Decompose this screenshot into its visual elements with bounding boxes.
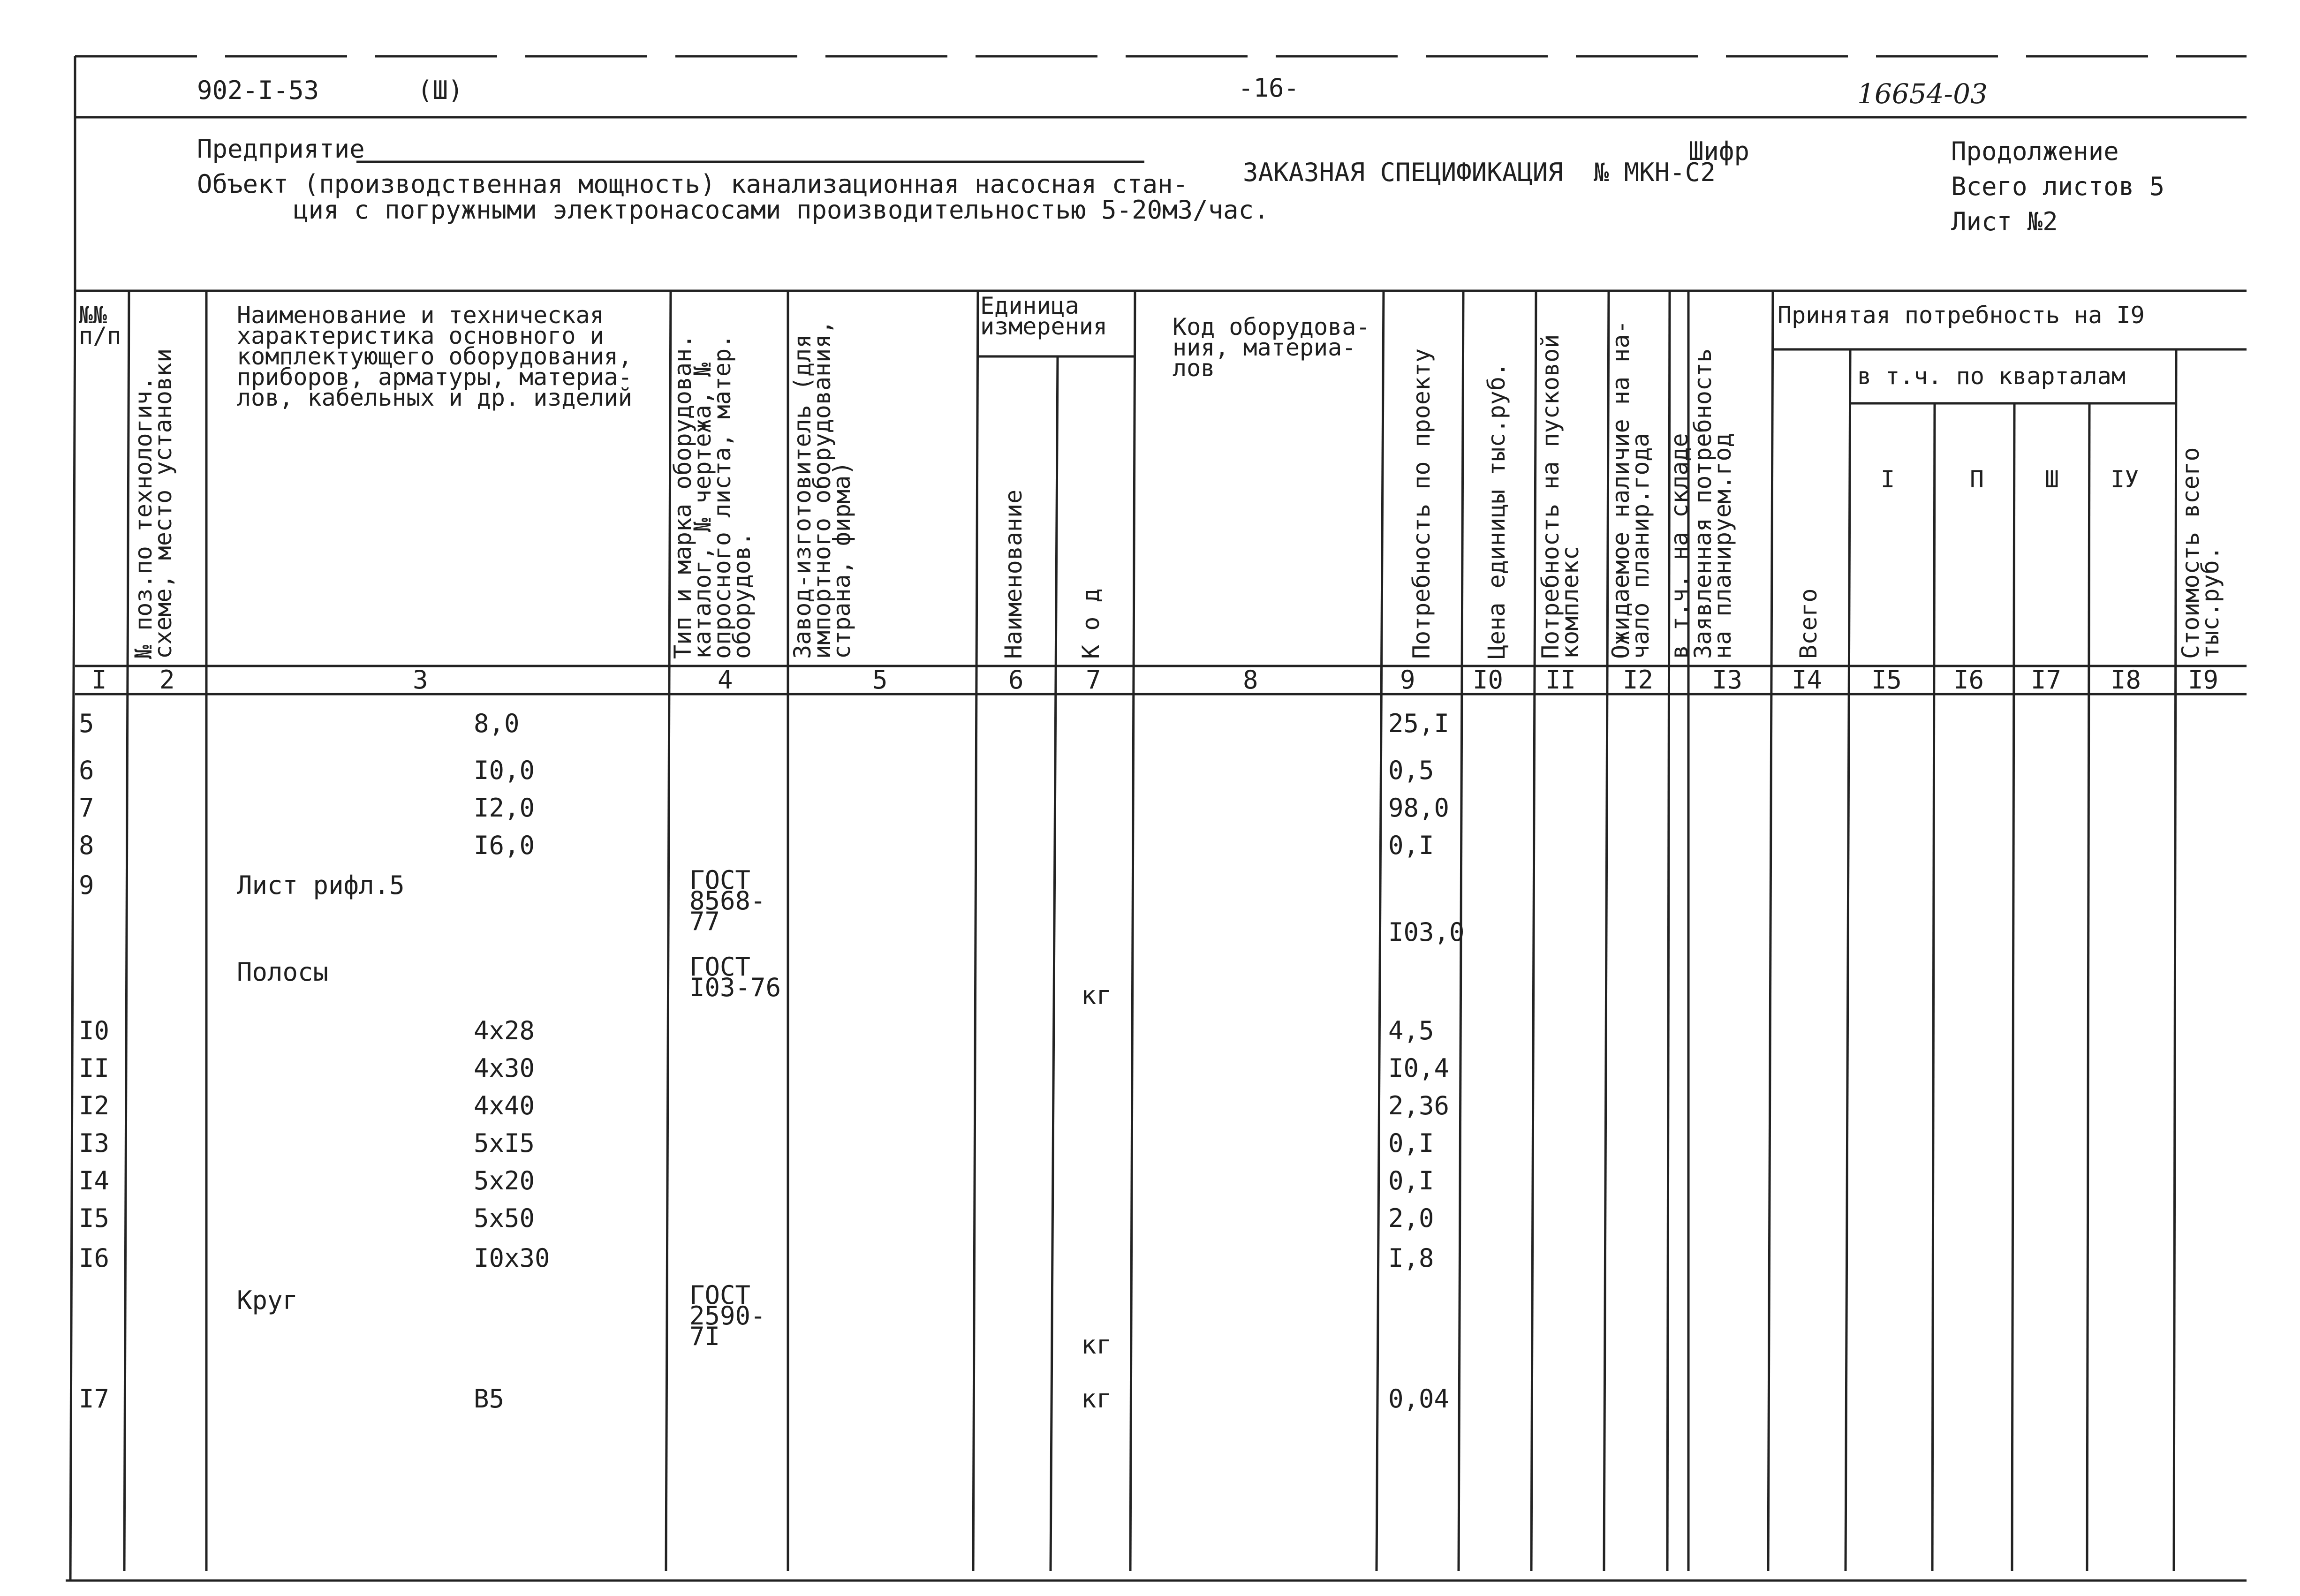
col-number: II — [1545, 665, 1576, 695]
quarter-4: IУ — [2111, 466, 2139, 493]
row-number: 5 — [79, 709, 94, 738]
gost-reference: ГОСТ I03-76 — [689, 952, 781, 1002]
unit-code: кг — [1081, 1384, 1112, 1414]
col-9-header: Потребность по проекту — [1408, 348, 1435, 659]
row-number: I7 — [79, 1384, 110, 1414]
row-number: 8 — [79, 831, 94, 860]
item-size: I2,0 — [474, 793, 535, 823]
required-quantity: 2,0 — [1388, 1203, 1434, 1233]
item-size: 4x40 — [474, 1091, 535, 1120]
col-12-header: Ожидаемое наличие на на- чало планир.года — [1607, 320, 1654, 659]
gost-reference: ГОСТ 8568- 77 — [689, 865, 766, 936]
item-size: 8,0 — [474, 709, 520, 738]
col-number: 9 — [1400, 665, 1415, 695]
col-number: I2 — [1623, 665, 1654, 695]
col-7-header: К о д — [1077, 588, 1105, 659]
unit-code: кг — [1081, 981, 1112, 1010]
continuation-label: Продолжение — [1951, 136, 2119, 166]
col-number: I9 — [2188, 665, 2219, 695]
col-number: I5 — [1871, 665, 1902, 695]
col-number: 4 — [718, 665, 733, 695]
item-size: 5xI5 — [474, 1128, 535, 1158]
item-size: 4x28 — [474, 1016, 535, 1045]
item-size: I0,0 — [474, 756, 535, 785]
col-number: I4 — [1792, 665, 1823, 695]
object-line-1: Объект (производственная мощность) канализационная насосная стан- — [197, 169, 1188, 199]
doc-code: 902-I-53 — [197, 76, 319, 105]
col-number: 6 — [1008, 665, 1024, 695]
col-2-header: № поз.по технологич. схеме, место установки — [130, 348, 177, 659]
row-number: I2 — [79, 1091, 110, 1120]
col-12-stock-header: в т.ч. на складе — [1666, 433, 1693, 659]
item-size: I6,0 — [474, 831, 535, 860]
col-6-header: Наименование — [1000, 489, 1027, 659]
required-quantity: 98,0 — [1388, 793, 1450, 823]
row-number: 9 — [79, 870, 94, 900]
required-quantity: I,8 — [1388, 1243, 1434, 1273]
item-name: Лист рифл.5 — [237, 870, 405, 900]
col-number: 3 — [413, 665, 428, 695]
quarter-3: Ш — [2045, 466, 2059, 493]
col-8-header: Код оборудова- ния, материа- лов — [1173, 313, 1370, 382]
total-sheets: Всего листов 5 — [1951, 172, 2165, 201]
required-quantity: 0,I — [1388, 831, 1434, 860]
col-5-header: Завод-изготовитель (для импортного оборудования, страна, фирма) — [789, 320, 855, 659]
col-number: I0 — [1473, 665, 1504, 695]
col-19-header: Стоимость всего тыс.руб. — [2177, 447, 2224, 659]
item-size: 5x50 — [474, 1203, 535, 1233]
row-number: I4 — [79, 1166, 110, 1195]
row-number: 6 — [79, 756, 94, 785]
archive-number: 16654-03 — [1857, 78, 1988, 110]
col-number: I — [91, 665, 107, 695]
sheet-marker: (Ш) — [417, 76, 463, 105]
row-number: I6 — [79, 1243, 110, 1273]
row-number: I0 — [79, 1016, 110, 1045]
col-13-header: Заявленная потребность на планируем.год — [1689, 348, 1736, 659]
required-quantity: 0,04 — [1388, 1384, 1450, 1414]
col-number: 2 — [159, 665, 175, 695]
enterprise-label: Предприятие — [197, 134, 365, 164]
spec-title: ЗАКАЗНАЯ СПЕЦИФИКАЦИЯ № МКН-С2 — [1243, 158, 1716, 187]
row-number: 7 — [79, 793, 94, 823]
row-number: I5 — [79, 1203, 110, 1233]
quarters-group-header: в т.ч. по кварталам — [1857, 363, 2126, 390]
required-quantity: 2,36 — [1388, 1091, 1450, 1120]
col-number: 7 — [1086, 665, 1101, 695]
col-4-header: Тип и марка оборудован. каталог, № чертежа, № опросного листа, матер. оборудов. — [669, 334, 756, 659]
required-quantity: I03,0 — [1388, 917, 1465, 947]
col-3-header: Наименование и техническая характеристика основного и комплектующего оборудования, приборов, арматуры, материа- лов, кабельных и др. изделий — [237, 302, 632, 411]
quarter-1: I — [1881, 466, 1895, 493]
gost-reference: ГОСТ 2590- 7I — [689, 1280, 766, 1351]
item-size: 5x20 — [474, 1166, 535, 1195]
col-1-header: №№ п/п — [79, 302, 121, 349]
col-number: 8 — [1243, 665, 1258, 695]
required-quantity: 4,5 — [1388, 1016, 1434, 1045]
item-size: 4x30 — [474, 1053, 535, 1083]
sheet-no: Лист №2 — [1951, 207, 2058, 236]
object-line-2: ция с погружными электронасосами производительностью 5-20м3/час. — [293, 195, 1269, 225]
item-name: Круг — [237, 1286, 298, 1315]
col-number: I7 — [2031, 665, 2062, 695]
required-quantity: I0,4 — [1388, 1053, 1450, 1083]
col-number: 5 — [872, 665, 888, 695]
col-11-header: Потребность на пусковой комплекс — [1537, 334, 1584, 659]
cipher-label: Шифр — [1688, 136, 1750, 166]
required-quantity: 0,5 — [1388, 756, 1434, 785]
item-size: I0x30 — [474, 1243, 550, 1273]
unit-group-header: Единица измерения — [980, 292, 1107, 340]
item-name: Полосы — [237, 957, 329, 987]
col-14-header: Всего — [1795, 588, 1822, 659]
accepted-group-header: Принятая потребность на I9 — [1778, 302, 2145, 329]
col-10-header: Цена единицы тыс.руб. — [1483, 362, 1510, 659]
quarter-2: П — [1970, 466, 1984, 493]
required-quantity: 0,I — [1388, 1128, 1434, 1158]
page-number: -16- — [1238, 73, 1300, 103]
required-quantity: 25,I — [1388, 709, 1450, 738]
required-quantity: 0,I — [1388, 1166, 1434, 1195]
col-number: I3 — [1712, 665, 1743, 695]
row-number: II — [79, 1053, 110, 1083]
row-number: I3 — [79, 1128, 110, 1158]
unit-code: кг — [1081, 1330, 1112, 1360]
item-size: В5 — [474, 1384, 505, 1414]
col-number: I8 — [2111, 665, 2141, 695]
col-number: I6 — [1953, 665, 1984, 695]
